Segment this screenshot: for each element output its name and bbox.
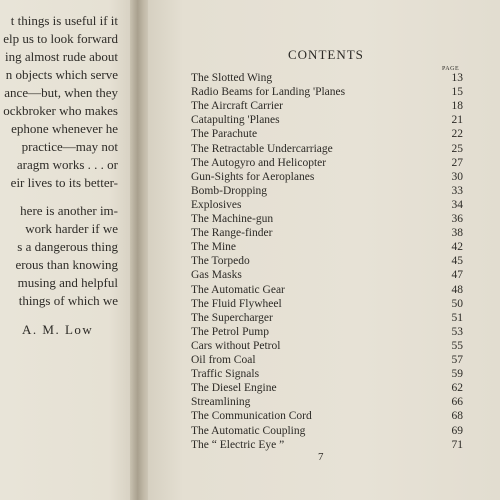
left-page-line: work harder if we bbox=[25, 221, 118, 236]
left-page-line: eir lives to its better- bbox=[10, 175, 118, 190]
contents-entry-page: 25 bbox=[451, 142, 463, 155]
contents-entry bbox=[191, 171, 463, 185]
left-page-line: practice—may not bbox=[21, 139, 118, 154]
contents-entry bbox=[191, 199, 463, 213]
contents-entry bbox=[191, 340, 463, 354]
contents-entry-page: 42 bbox=[451, 241, 463, 254]
contents-entry-page: 21 bbox=[451, 114, 463, 127]
contents-entry bbox=[191, 368, 463, 382]
contents-entry-title: The “ Electric Eye ” bbox=[191, 438, 285, 451]
left-page-line: ockbroker who makes bbox=[3, 103, 118, 118]
left-page-line: here is another im- bbox=[20, 203, 118, 218]
contents-entry-title: The Machine-gun bbox=[191, 213, 274, 225]
contents-entry-page: 50 bbox=[451, 297, 463, 310]
contents-heading: CONTENTS bbox=[288, 47, 364, 62]
contents-entry bbox=[191, 382, 463, 396]
contents-entry bbox=[191, 72, 463, 86]
page-number: 7 bbox=[318, 451, 324, 463]
contents-entry bbox=[191, 312, 463, 326]
contents-entry-title: Bomb-Dropping bbox=[191, 184, 268, 197]
contents-entry-page: 62 bbox=[451, 382, 463, 395]
contents-entry-title: Catapulting 'Planes bbox=[191, 114, 280, 127]
contents-entry-title: Traffic Signals bbox=[191, 368, 260, 381]
contents-entry bbox=[191, 157, 463, 171]
contents-entry-title: The Retractable Undercarriage bbox=[191, 142, 333, 155]
left-page-line: s a dangerous thing bbox=[17, 239, 118, 254]
contents-entry-page: 71 bbox=[451, 438, 463, 451]
contents-entry-title: Streamlining bbox=[191, 396, 251, 409]
contents-entry-page: 55 bbox=[451, 339, 463, 352]
contents-entry-page: 51 bbox=[451, 311, 463, 324]
contents-entry-title: The Diesel Engine bbox=[191, 382, 277, 395]
contents-entry bbox=[191, 410, 463, 424]
contents-entry-page: 13 bbox=[451, 72, 463, 84]
contents-entry bbox=[191, 354, 463, 368]
contents-entry-page: 66 bbox=[451, 396, 463, 409]
contents-entry-page: 53 bbox=[451, 325, 463, 338]
contents-entry-title: The Range-finder bbox=[191, 227, 273, 240]
contents-entry-title: Radio Beams for Landing 'Planes bbox=[191, 86, 346, 99]
contents-entry-page: 68 bbox=[451, 410, 463, 423]
contents-entry-title: Gas Masks bbox=[191, 269, 242, 282]
contents-entry bbox=[191, 396, 463, 410]
contents-entry-title: The Automatic Gear bbox=[191, 283, 285, 296]
contents-entry-title: Oil from Coal bbox=[191, 354, 256, 366]
contents-entry-page: 47 bbox=[451, 269, 463, 282]
contents-entry bbox=[191, 213, 463, 227]
contents-entry-title: Cars without Petrol bbox=[191, 339, 281, 352]
left-page-line: musing and helpful bbox=[17, 275, 118, 290]
contents-entry bbox=[191, 439, 463, 453]
contents-entry bbox=[191, 255, 463, 269]
left-page-line: n objects which serve bbox=[5, 67, 118, 82]
contents-entry-title: The Slotted Wing bbox=[191, 72, 273, 84]
left-page bbox=[0, 0, 136, 500]
contents-entry bbox=[191, 241, 463, 255]
contents-entry-title: Gun-Sights for Aeroplanes bbox=[191, 170, 315, 183]
contents-entry bbox=[191, 128, 463, 142]
contents-entry-page: 15 bbox=[451, 86, 463, 99]
contents-entry-page: 69 bbox=[451, 424, 463, 437]
page-column-label: PAGE bbox=[442, 66, 460, 72]
contents-entry-title: The Mine bbox=[191, 241, 237, 254]
contents-entry bbox=[191, 284, 463, 298]
contents-entry-title: The Fluid Flywheel bbox=[191, 297, 282, 310]
contents-entry-page: 34 bbox=[451, 198, 463, 211]
contents-entry bbox=[191, 114, 463, 128]
contents-entry bbox=[191, 269, 463, 283]
contents-entry-page: 27 bbox=[451, 156, 463, 169]
contents-entry-page: 45 bbox=[451, 255, 463, 268]
left-page-line: aragm works . . . or bbox=[16, 157, 118, 172]
contents-entry-page: 18 bbox=[451, 100, 463, 113]
contents-entry-title: The Parachute bbox=[191, 128, 258, 141]
left-page-line: t things is useful if it bbox=[10, 13, 118, 28]
contents-entry bbox=[191, 425, 463, 439]
contents-entry-title: The Supercharger bbox=[191, 311, 273, 324]
contents-entry-title: The Automatic Coupling bbox=[191, 424, 306, 437]
left-page-line: elp us to look forward bbox=[3, 31, 118, 46]
contents-entry-page: 36 bbox=[451, 213, 463, 225]
contents-entry-title: The Autogyro and Helicopter bbox=[191, 156, 327, 169]
contents-entry-page: 57 bbox=[451, 354, 463, 366]
author-signature: A. M. Low bbox=[22, 322, 94, 337]
left-page-line: ance—but, when they bbox=[4, 85, 118, 100]
contents-entry-page: 59 bbox=[451, 368, 463, 381]
contents-entry bbox=[191, 86, 463, 100]
contents-entry-title: Explosives bbox=[191, 198, 242, 211]
contents-entry bbox=[191, 185, 463, 199]
left-page-line: ephone whenever he bbox=[11, 121, 118, 136]
contents-entry bbox=[191, 298, 463, 312]
contents-entry bbox=[191, 227, 463, 241]
contents-entry-title: The Petrol Pump bbox=[191, 325, 269, 338]
contents-entry bbox=[191, 100, 463, 114]
contents-entry-page: 48 bbox=[451, 283, 463, 296]
contents-entry-page: 33 bbox=[451, 184, 463, 197]
contents-entry-page: 38 bbox=[451, 227, 463, 240]
left-page-line: things of which we bbox=[18, 293, 118, 308]
contents-entry-title: The Torpedo bbox=[191, 255, 250, 268]
contents-entry-page: 22 bbox=[451, 128, 463, 141]
contents-entry bbox=[191, 143, 463, 157]
contents-entry-title: The Aircraft Carrier bbox=[191, 100, 283, 113]
contents-entry-page: 30 bbox=[451, 170, 463, 183]
left-page-line: erous than knowing bbox=[15, 257, 118, 272]
contents-entry-title: The Communication Cord bbox=[191, 410, 312, 423]
contents-entry bbox=[191, 326, 463, 340]
left-page-line: ing almost rude about bbox=[4, 49, 118, 64]
